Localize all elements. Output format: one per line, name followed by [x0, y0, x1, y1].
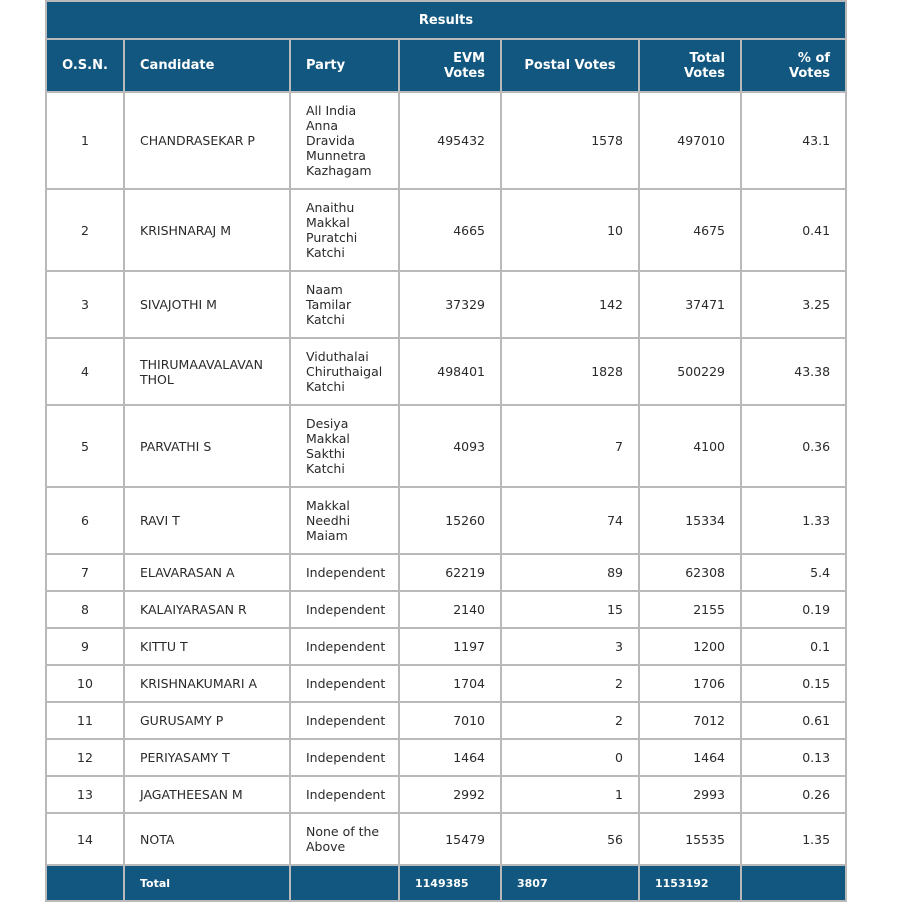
total-osn-cell — [46, 865, 124, 901]
header-percent-votes — [741, 39, 846, 92]
cell-percent-votes: 0.1 — [741, 628, 846, 665]
cell-party — [290, 487, 399, 554]
table-row — [46, 189, 846, 271]
party-line: Chiruthaigal — [306, 364, 383, 379]
cell-party — [290, 554, 399, 591]
cell-party — [290, 628, 399, 665]
table-row — [46, 628, 846, 665]
cell-party — [290, 813, 399, 865]
party-line: Anna — [306, 118, 339, 133]
table-row — [46, 776, 846, 813]
party-line: Independent — [306, 602, 386, 617]
party-line: Katchi — [306, 379, 345, 394]
table-row — [46, 338, 846, 405]
cell-total-votes: 2993 — [639, 776, 741, 813]
cell-candidate: GURUSAMY P — [124, 702, 290, 739]
party-line: Katchi — [306, 312, 345, 327]
total-party-cell — [290, 865, 399, 901]
cell-postal-votes: 1 — [501, 776, 639, 813]
cell-osn: 7 — [46, 554, 124, 591]
table-row — [46, 92, 846, 189]
cell-percent-votes: 3.25 — [741, 271, 846, 338]
table-row — [46, 739, 846, 776]
cell-evm-votes: 2140 — [399, 591, 501, 628]
party-line: Independent — [306, 565, 386, 580]
party-line: Desiya — [306, 416, 349, 431]
cell-osn: 14 — [46, 813, 124, 865]
results-container — [45, 0, 845, 902]
party-line: Makkal — [306, 431, 350, 446]
total-label: Total — [124, 865, 290, 901]
cell-evm-votes: 62219 — [399, 554, 501, 591]
results-body — [46, 92, 846, 865]
cell-total-votes: 4675 — [639, 189, 741, 271]
table-row — [46, 405, 846, 487]
cell-osn: 10 — [46, 665, 124, 702]
party-line: Maiam — [306, 528, 348, 543]
cell-osn: 5 — [46, 405, 124, 487]
cell-osn: 8 — [46, 591, 124, 628]
cell-candidate: KRISHNARAJ M — [124, 189, 290, 271]
table-row — [46, 813, 846, 865]
party-line: Naam — [306, 282, 343, 297]
cell-party — [290, 665, 399, 702]
cell-percent-votes: 1.35 — [741, 813, 846, 865]
cell-postal-votes: 10 — [501, 189, 639, 271]
party-line: Sakthi — [306, 446, 346, 461]
cell-postal-votes: 1578 — [501, 92, 639, 189]
header-pct-line1: % of — [797, 50, 831, 66]
party-line: Independent — [306, 750, 386, 765]
party-line: Above — [306, 839, 346, 854]
cell-total-votes: 2155 — [639, 591, 741, 628]
cell-percent-votes: 0.13 — [741, 739, 846, 776]
party-line: Katchi — [306, 245, 345, 260]
cell-percent-votes: 0.19 — [741, 591, 846, 628]
cell-evm-votes: 2992 — [399, 776, 501, 813]
table-row — [46, 271, 846, 338]
cell-percent-votes: 0.26 — [741, 776, 846, 813]
cell-evm-votes: 4665 — [399, 189, 501, 271]
header-party: Party — [290, 39, 399, 92]
cell-percent-votes: 0.15 — [741, 665, 846, 702]
total-percent-cell — [741, 865, 846, 901]
cell-osn: 9 — [46, 628, 124, 665]
cell-party — [290, 405, 399, 487]
cell-evm-votes: 1197 — [399, 628, 501, 665]
cell-postal-votes: 15 — [501, 591, 639, 628]
header-evm-line2: Votes — [443, 65, 485, 81]
cell-total-votes: 15535 — [639, 813, 741, 865]
party-line: Independent — [306, 639, 386, 654]
cell-total-votes: 497010 — [639, 92, 741, 189]
cell-candidate: PERIYASAMY T — [124, 739, 290, 776]
cell-total-votes: 1706 — [639, 665, 741, 702]
cell-postal-votes: 74 — [501, 487, 639, 554]
cell-candidate: CHANDRASEKAR P — [124, 92, 290, 189]
header-total-votes — [639, 39, 741, 92]
cell-osn: 12 — [46, 739, 124, 776]
cell-evm-votes: 7010 — [399, 702, 501, 739]
header-evm-votes — [399, 39, 501, 92]
cell-postal-votes: 7 — [501, 405, 639, 487]
cell-total-votes: 1464 — [639, 739, 741, 776]
header-candidate: Candidate — [124, 39, 290, 92]
cell-percent-votes: 0.36 — [741, 405, 846, 487]
cell-evm-votes: 4093 — [399, 405, 501, 487]
cell-evm-votes: 1704 — [399, 665, 501, 702]
cell-osn: 6 — [46, 487, 124, 554]
party-line: Tamilar — [306, 297, 352, 312]
party-line: Katchi — [306, 461, 345, 476]
cell-total-votes: 62308 — [639, 554, 741, 591]
cell-party — [290, 702, 399, 739]
party-line: Independent — [306, 713, 386, 728]
party-line: Makkal — [306, 498, 350, 513]
cell-percent-votes: 0.41 — [741, 189, 846, 271]
party-line: Anaithu — [306, 200, 355, 215]
cell-evm-votes: 495432 — [399, 92, 501, 189]
cell-percent-votes: 0.61 — [741, 702, 846, 739]
cell-percent-votes: 43.38 — [741, 338, 846, 405]
cell-osn: 1 — [46, 92, 124, 189]
cell-party — [290, 92, 399, 189]
cell-total-votes: 4100 — [639, 405, 741, 487]
cell-evm-votes: 498401 — [399, 338, 501, 405]
party-line: Needhi — [306, 513, 351, 528]
table-title-row — [46, 1, 846, 39]
cell-percent-votes: 1.33 — [741, 487, 846, 554]
party-line: All India — [306, 103, 357, 118]
header-pct-line2: Votes — [788, 65, 831, 81]
cell-evm-votes: 15479 — [399, 813, 501, 865]
cell-postal-votes: 89 — [501, 554, 639, 591]
party-line: None of the — [306, 824, 380, 839]
cell-candidate: KALAIYARASAN R — [124, 591, 290, 628]
cell-postal-votes: 3 — [501, 628, 639, 665]
cell-postal-votes: 56 — [501, 813, 639, 865]
cell-candidate: KRISHNAKUMARI A — [124, 665, 290, 702]
cell-postal-votes: 0 — [501, 739, 639, 776]
header-total-line2: Votes — [683, 65, 725, 81]
table-title: Results — [46, 1, 846, 39]
cell-candidate: NOTA — [124, 813, 290, 865]
cell-candidate: ELAVARASAN A — [124, 554, 290, 591]
cell-postal-votes: 2 — [501, 702, 639, 739]
cell-osn: 11 — [46, 702, 124, 739]
cell-osn: 3 — [46, 271, 124, 338]
cell-osn: 2 — [46, 189, 124, 271]
cell-total-votes: 500229 — [639, 338, 741, 405]
table-row — [46, 487, 846, 554]
cell-candidate: THIRUMAAVALAVAN THOL — [124, 338, 290, 405]
party-line: Independent — [306, 787, 386, 802]
table-row — [46, 554, 846, 591]
cell-total-votes: 1200 — [639, 628, 741, 665]
party-line: Viduthalai — [306, 349, 369, 364]
cell-total-votes: 15334 — [639, 487, 741, 554]
table-header-row — [46, 39, 846, 92]
table-row — [46, 665, 846, 702]
cell-evm-votes: 37329 — [399, 271, 501, 338]
cell-postal-votes: 142 — [501, 271, 639, 338]
header-postal-votes: Postal Votes — [501, 39, 639, 92]
party-line: Makkal — [306, 215, 350, 230]
cell-party — [290, 591, 399, 628]
results-table — [45, 0, 847, 902]
cell-candidate: PARVATHI S — [124, 405, 290, 487]
table-row — [46, 591, 846, 628]
cell-candidate: KITTU T — [124, 628, 290, 665]
party-line: Puratchi — [306, 230, 358, 245]
cell-candidate: JAGATHEESAN M — [124, 776, 290, 813]
cell-osn: 13 — [46, 776, 124, 813]
cell-postal-votes: 2 — [501, 665, 639, 702]
cell-total-votes: 37471 — [639, 271, 741, 338]
cell-party — [290, 739, 399, 776]
cell-osn: 4 — [46, 338, 124, 405]
party-line: Dravida — [306, 133, 355, 148]
cell-evm-votes: 1464 — [399, 739, 501, 776]
cell-postal-votes: 1828 — [501, 338, 639, 405]
party-line: Munnetra — [306, 148, 366, 163]
total-row — [46, 865, 846, 901]
total-evm-votes: 1149385 — [399, 865, 501, 901]
cell-party — [290, 776, 399, 813]
party-line: Kazhagam — [306, 163, 372, 178]
party-line: Independent — [306, 676, 386, 691]
cell-party — [290, 271, 399, 338]
cell-total-votes: 7012 — [639, 702, 741, 739]
header-evm-line1: EVM — [453, 50, 485, 66]
cell-candidate: RAVI T — [124, 487, 290, 554]
header-total-line1: Total — [689, 50, 725, 66]
total-total-votes: 1153192 — [639, 865, 741, 901]
cell-evm-votes: 15260 — [399, 487, 501, 554]
table-row — [46, 702, 846, 739]
cell-percent-votes: 43.1 — [741, 92, 846, 189]
cell-party — [290, 189, 399, 271]
cell-party — [290, 338, 399, 405]
cell-percent-votes: 5.4 — [741, 554, 846, 591]
cell-candidate: SIVAJOTHI M — [124, 271, 290, 338]
header-osn: O.S.N. — [46, 39, 124, 92]
total-postal-votes: 3807 — [501, 865, 639, 901]
